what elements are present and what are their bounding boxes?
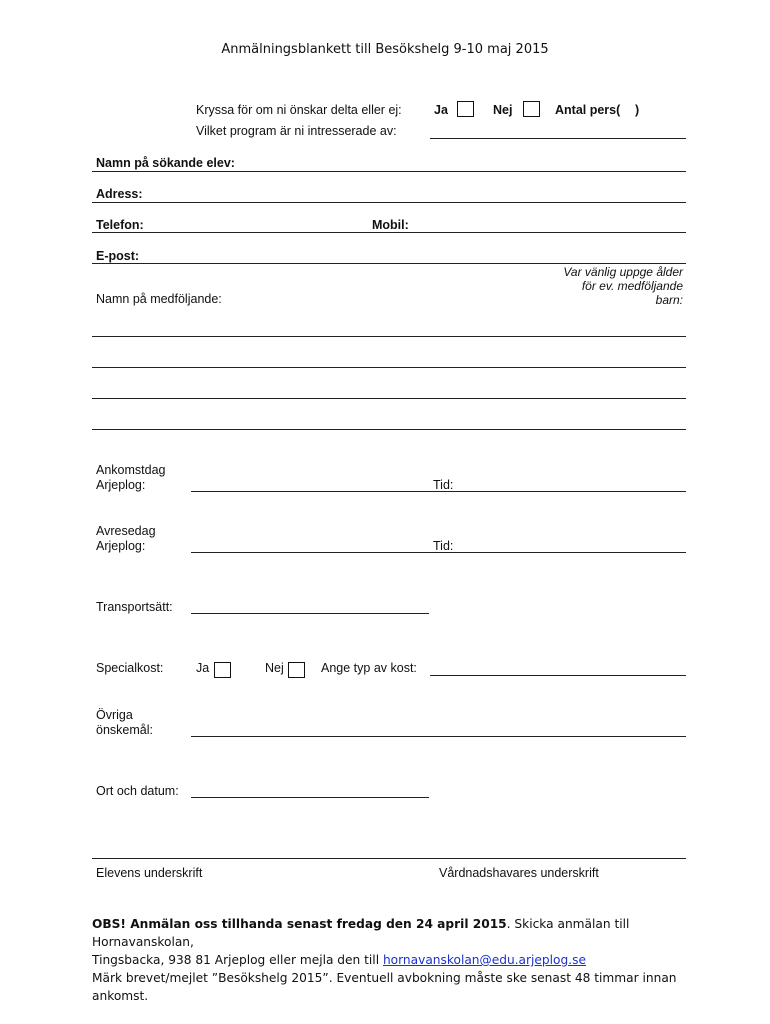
diet-type-label: Ange typ av kost: xyxy=(321,661,417,675)
wishes-line[interactable] xyxy=(191,736,686,737)
footer-line-2-prefix: Tingsbacka, 938 81 Arjeplog eller mejla den till xyxy=(92,953,383,967)
arrival-label-2: Arjeplog: xyxy=(96,478,146,492)
student-name-label: Namn på sökande elev: xyxy=(96,156,235,170)
address-label: Adress: xyxy=(96,187,143,201)
student-signature-label: Elevens underskrift xyxy=(96,866,203,880)
email-label: E-post: xyxy=(96,249,140,263)
footer-line-1-rest: . Skicka anmälan till Hornavanskolan, xyxy=(92,917,630,949)
diet-no-checkbox[interactable] xyxy=(288,662,305,678)
diet-no-label: Nej xyxy=(265,661,284,675)
departure-label-2: Arjeplog: xyxy=(96,539,146,553)
participation-yes-checkbox[interactable] xyxy=(457,101,474,117)
program-input-line[interactable] xyxy=(430,138,686,139)
wishes-label-2: önskemål: xyxy=(96,723,153,737)
age-note-line-2: för ev. medföljande xyxy=(581,279,683,293)
person-count-close: ) xyxy=(635,103,640,117)
footer-line-2 xyxy=(92,951,692,969)
footer-line-1 xyxy=(92,915,692,951)
guardian-signature-label: Vårdnadshavares underskrift xyxy=(439,866,599,880)
diet-yes-checkbox[interactable] xyxy=(214,662,231,678)
diet-label: Specialkost: xyxy=(96,661,164,675)
email-link[interactable]: hornavanskolan@edu.arjeplog.se xyxy=(382,953,586,967)
deadline-notice: OBS! Anmälan oss tillhanda senast fredag den 24 april 2015 xyxy=(92,917,507,931)
place-date-line[interactable] xyxy=(191,797,429,798)
person-count-label: Antal pers( xyxy=(555,103,621,117)
program-question: Vilket program är ni intresserade av: xyxy=(196,124,397,138)
companion-line-3[interactable] xyxy=(92,398,686,399)
transport-line[interactable] xyxy=(191,613,429,614)
participation-question: Kryssa för om ni önskar delta eller ej: xyxy=(196,103,402,117)
participation-no-label: Nej xyxy=(493,103,513,117)
age-note-line-3: barn: xyxy=(655,293,683,307)
arrival-label-1: Ankomstdag xyxy=(96,463,166,477)
place-date-label: Ort och datum: xyxy=(96,784,179,798)
footer-line-4: ankomst. xyxy=(92,989,149,1003)
wishes-label-1: Övriga xyxy=(96,708,133,722)
phone-line[interactable] xyxy=(92,232,686,233)
age-note xyxy=(470,265,683,307)
participation-yes-label: Ja xyxy=(434,103,448,117)
footer-line-3: Märk brevet/mejlet ”Besökshelg 2015”. Eventuell avbokning måste ske senast 48 timmar innan xyxy=(92,971,677,985)
departure-label-1: Avresedag xyxy=(96,524,156,538)
arrival-time-label: Tid: xyxy=(433,478,454,492)
footer-notice xyxy=(92,915,692,1005)
companion-line-1[interactable] xyxy=(92,336,686,337)
diet-yes-label: Ja xyxy=(196,661,210,675)
diet-type-line[interactable] xyxy=(430,675,686,676)
email-line[interactable] xyxy=(92,263,686,264)
address-line[interactable] xyxy=(92,202,686,203)
companion-line-4[interactable] xyxy=(92,429,686,430)
companions-label: Namn på medföljande: xyxy=(96,292,222,306)
mobile-label: Mobil: xyxy=(372,218,409,232)
transport-label: Transportsätt: xyxy=(96,600,173,614)
signature-line[interactable] xyxy=(92,858,686,859)
participation-no-checkbox[interactable] xyxy=(523,101,540,117)
companion-line-2[interactable] xyxy=(92,367,686,368)
student-name-line[interactable] xyxy=(92,171,686,172)
phone-label: Telefon: xyxy=(96,218,144,232)
age-note-line-1: Var vänlig uppge ålder xyxy=(563,265,683,279)
departure-time-label: Tid: xyxy=(433,539,454,553)
page-title: Anmälningsblankett till Besökshelg 9-10 maj 2015 xyxy=(221,42,549,57)
